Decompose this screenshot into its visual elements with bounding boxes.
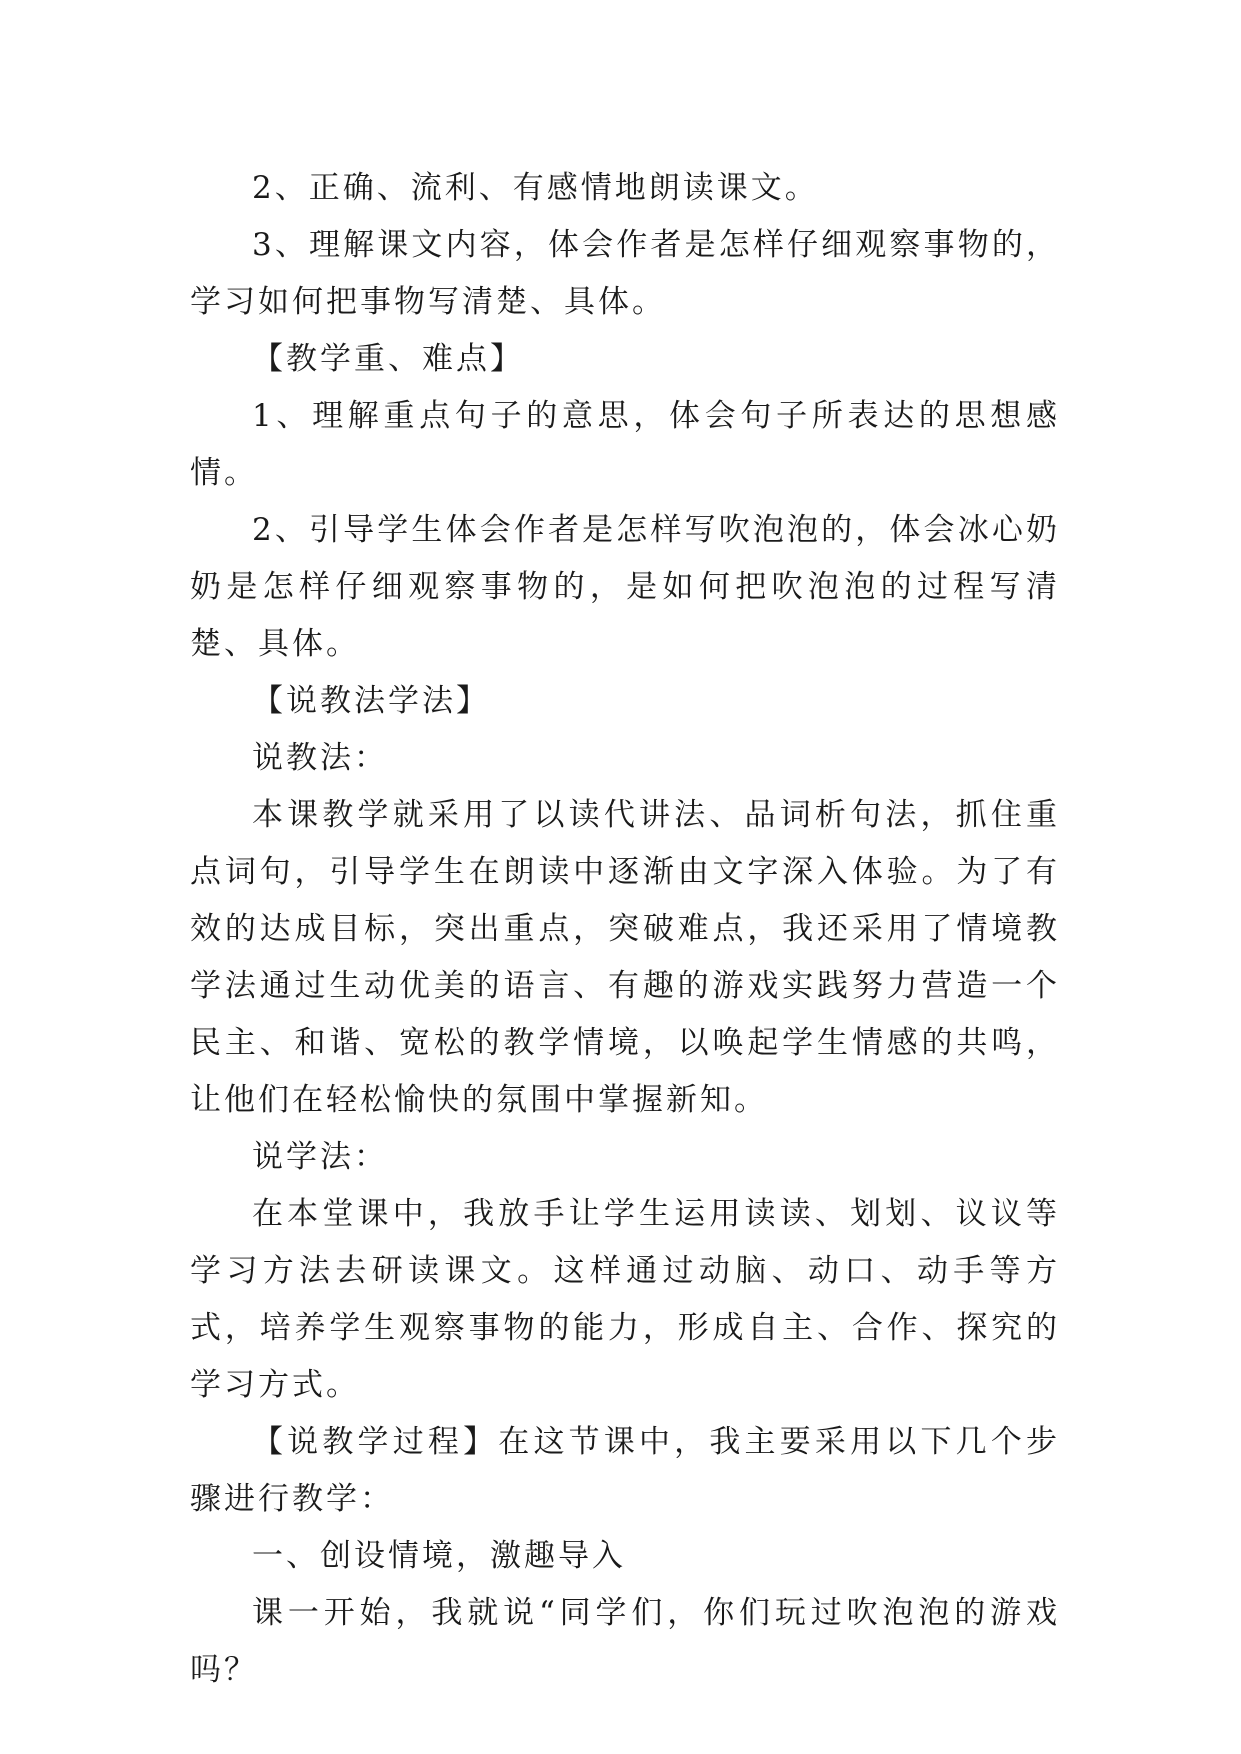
paragraph-goal-3: 3、理解课文内容，体会作者是怎样仔细观察事物的，学习如何把事物写清楚、具体。: [190, 227, 1060, 320]
subheading-teaching-method: 说教法：: [252, 740, 388, 776]
heading-step-1: 一、创设情境，激趣导入: [252, 1538, 626, 1574]
paragraph-goal-2: 2、正确、流利、有感情地朗读课文。: [252, 170, 819, 206]
subheading-learning-method: 说学法：: [252, 1139, 388, 1175]
paragraph-key-point-2: 2、引导学生体会作者是怎样写吹泡泡的，体会冰心奶奶是怎样仔细观察事物的，是如何把吹泡泡的过程写清楚、具体。: [190, 512, 1060, 662]
document-body: [190, 160, 1060, 1699]
paragraph-key-point-1: 1、理解重点句子的意思，体会句子所表达的思想感情。: [190, 398, 1060, 491]
heading-methods: 【说教法学法】: [252, 683, 490, 719]
paragraph-step-1: 课一开始，我就说“同学们，你们玩过吹泡泡的游戏吗？: [190, 1595, 1060, 1688]
heading-key-points: 【教学重、难点】: [252, 341, 524, 377]
paragraph-process-intro: 【说教学过程】在这节课中，我主要采用以下几个步骤进行教学：: [190, 1424, 1060, 1517]
paragraph-learning-method: 在本堂课中，我放手让学生运用读读、划划、议议等学习方法去研读课文。这样通过动脑、动口、动手等方式，培养学生观察事物的能力，形成自主、合作、探究的学习方式。: [190, 1196, 1060, 1403]
paragraph-teaching-method: 本课教学就采用了以读代讲法、品词析句法，抓住重点词句，引导学生在朗读中逐渐由文字深入体验。为了有效的达成目标，突出重点，突破难点，我还采用了情境教学法通过生动优美的语言、有趣的游戏实践努力营造一个民主、和谐、宽松的教学情境，以唤起学生情感的共鸣，让他们在轻松愉快的氛围中掌握新知。: [190, 797, 1060, 1118]
